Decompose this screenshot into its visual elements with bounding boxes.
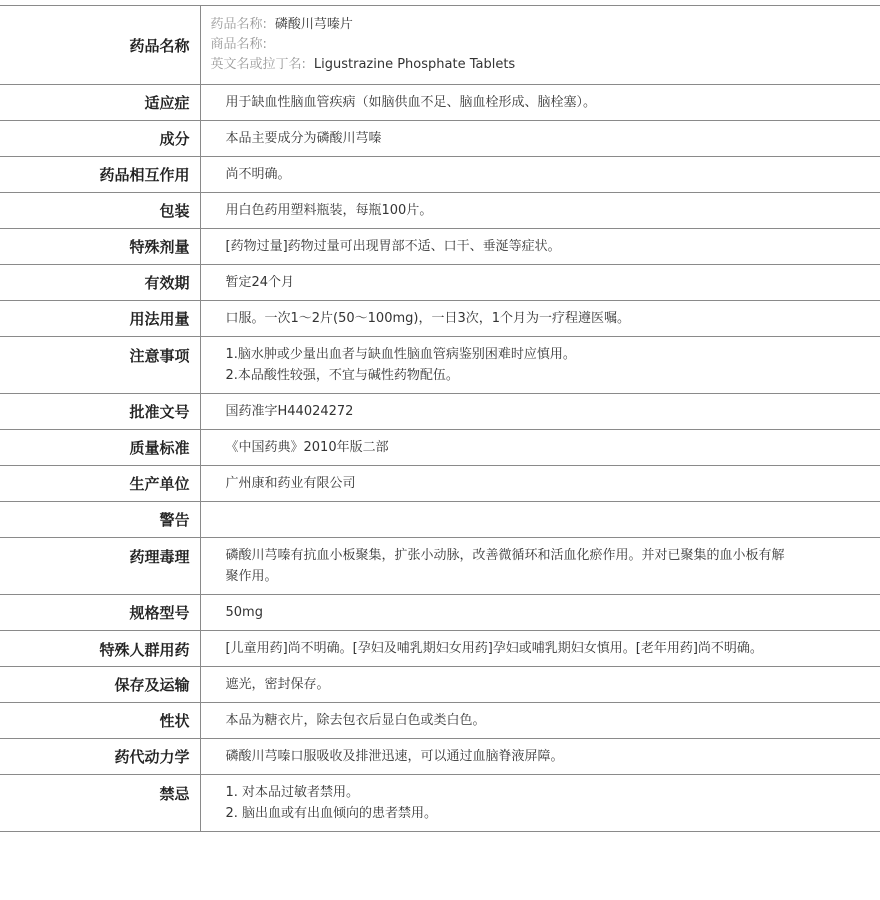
value-line: 遮光，密封保存。 — [225, 677, 330, 692]
info-row — [0, 703, 880, 739]
value-line: [儿童用药]尚不明确。[孕妇及哺乳期妇女用药]孕妇或哺乳期妇女慎用。[老年用药]尚不明确。 — [225, 641, 763, 656]
info-row — [0, 121, 880, 157]
english-name-key: 英文名或拉丁名: — [210, 57, 306, 72]
row-label: 警告 — [0, 502, 200, 538]
row-label: 注意事项 — [0, 337, 200, 394]
row-value — [200, 502, 880, 538]
row-value — [200, 631, 880, 667]
row-label: 药理毒理 — [0, 538, 200, 595]
info-row — [0, 394, 880, 430]
info-row — [0, 229, 880, 265]
row-value — [200, 775, 880, 832]
value-line: 本品为糖衣片，除去包衣后显白色或类白色。 — [225, 713, 486, 728]
generic-name-key: 药品名称: — [210, 17, 267, 32]
value-line: 1. 对本品过敏者禁用。 — [225, 785, 360, 800]
value-line: 广州康和药业有限公司 — [225, 476, 356, 491]
trade-name-key: 商品名称: — [210, 37, 267, 52]
drug-info-sheet — [0, 5, 880, 832]
row-value — [200, 229, 880, 265]
info-row — [0, 157, 880, 193]
row-label: 用法用量 — [0, 301, 200, 337]
value-line: 口服。一次1～2片(50～100mg)，一日3次，1个月为一疗程遵医嘱。 — [225, 311, 630, 326]
row-value — [200, 301, 880, 337]
english-name-value: Ligustrazine Phosphate Tablets — [313, 57, 516, 72]
row-label: 适应症 — [0, 85, 200, 121]
value-line: 暂定24个月 — [225, 275, 295, 290]
row-value — [200, 430, 880, 466]
drug-info-table-body — [0, 6, 880, 832]
value-line: 国药准字H44024272 — [225, 404, 354, 419]
row-label: 批准文号 — [0, 394, 200, 430]
row-label: 有效期 — [0, 265, 200, 301]
row-label: 药代动力学 — [0, 739, 200, 775]
row-value — [200, 157, 880, 193]
row-label: 包装 — [0, 193, 200, 229]
row-value — [200, 121, 880, 157]
value-line: 2.本品酸性较强，不宜与碱性药物配伍。 — [225, 368, 459, 383]
row-label: 保存及运输 — [0, 667, 200, 703]
value-line: 本品主要成分为磷酸川芎嗪 — [225, 131, 382, 146]
value-line: 1.脑水肿或少量出血者与缺血性脑血管病鉴别困难时应慎用。 — [225, 347, 576, 362]
info-row — [0, 430, 880, 466]
info-row — [0, 265, 880, 301]
row-value — [200, 337, 880, 394]
generic-name-value: 磷酸川芎嗪片 — [274, 17, 353, 32]
row-value — [200, 739, 880, 775]
trade-name-line — [211, 35, 880, 55]
info-row — [0, 595, 880, 631]
row-drug-names — [0, 6, 880, 85]
value-line — [226, 509, 880, 530]
row-value — [200, 538, 880, 595]
row-value — [200, 667, 880, 703]
row-value — [200, 703, 880, 739]
info-row — [0, 466, 880, 502]
info-row — [0, 739, 880, 775]
row-value — [200, 193, 880, 229]
value-line: 用于缺血性脑血管疾病（如脑供血不足、脑血栓形成、脑栓塞）。 — [225, 95, 597, 110]
info-row — [0, 631, 880, 667]
value-line: 50mg — [225, 605, 263, 620]
row-label: 特殊剂量 — [0, 229, 200, 265]
row-label: 成分 — [0, 121, 200, 157]
value-line: 磷酸川芎嗪有抗血小板聚集，扩张小动脉，改善微循环和活血化瘀作用。并对已聚集的血小板有解聚作用。 — [225, 548, 785, 584]
value-line: 《中国药典》2010年版二部 — [225, 440, 389, 455]
english-name-line — [211, 55, 880, 75]
value-line: 尚不明确。 — [225, 167, 291, 182]
drug-info-table — [0, 5, 880, 832]
drug-names-cell — [200, 6, 880, 85]
row-value — [200, 595, 880, 631]
info-row — [0, 667, 880, 703]
row-label: 规格型号 — [0, 595, 200, 631]
row-label: 药品名称 — [0, 6, 200, 85]
value-line: 磷酸川芎嗪口服吸收及排泄迅速，可以通过血脑脊液屏障。 — [225, 749, 564, 764]
value-line: 2. 脑出血或有出血倾向的患者禁用。 — [225, 806, 438, 821]
row-label: 生产单位 — [0, 466, 200, 502]
row-label: 禁忌 — [0, 775, 200, 832]
row-label: 质量标准 — [0, 430, 200, 466]
value-line: 用白色药用塑料瓶装，每瓶100片。 — [225, 203, 433, 218]
info-row — [0, 538, 880, 595]
row-value — [200, 394, 880, 430]
generic-name-line — [211, 15, 880, 35]
info-row — [0, 193, 880, 229]
info-row — [0, 301, 880, 337]
row-value — [200, 265, 880, 301]
info-row — [0, 85, 880, 121]
info-row — [0, 775, 880, 832]
value-line: [药物过量]药物过量可出现胃部不适、口干、垂涎等症状。 — [225, 239, 561, 254]
info-row — [0, 502, 880, 538]
row-value — [200, 85, 880, 121]
row-label: 特殊人群用药 — [0, 631, 200, 667]
row-label: 性状 — [0, 703, 200, 739]
row-label: 药品相互作用 — [0, 157, 200, 193]
info-row — [0, 337, 880, 394]
row-value — [200, 466, 880, 502]
